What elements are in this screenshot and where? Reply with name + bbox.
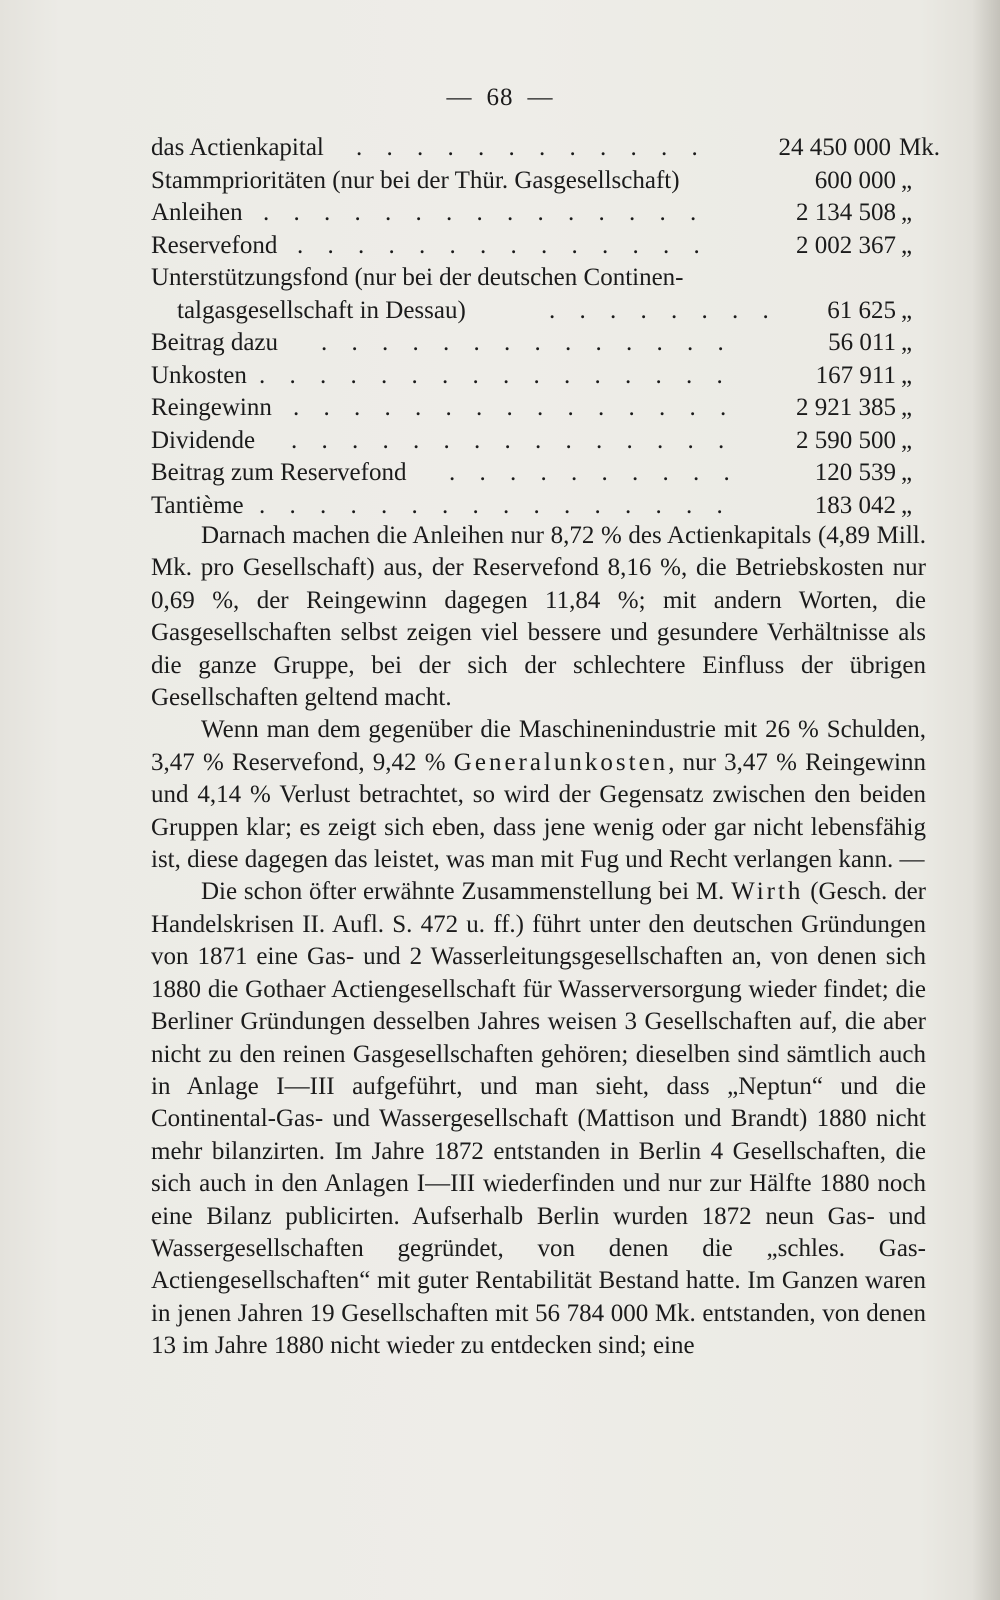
- page-number: [0, 84, 1000, 112]
- leader-dots: . . . . . . . . . . . . . . . .: [259, 491, 732, 519]
- row-amount: 56 011: [828, 329, 896, 356]
- row-amount: 120 539: [814, 459, 896, 486]
- page-number-value: 68: [486, 84, 514, 111]
- leader-dots: . . . . . . . .: [549, 296, 778, 324]
- table-row: [151, 132, 951, 165]
- row-label: Beitrag zum Reservefond: [151, 459, 407, 486]
- row-amount: 600 000: [814, 166, 896, 194]
- table-row: [151, 392, 951, 425]
- row-amount: 2 590 500: [796, 426, 896, 454]
- leader-dots: . . . . . . . . . . . . . .: [321, 329, 733, 356]
- table-row: [151, 197, 951, 230]
- table-row: [151, 457, 951, 490]
- row-unit: „: [901, 361, 913, 389]
- row-amount: 2 002 367: [796, 231, 896, 259]
- row-amount: 61 625: [827, 296, 896, 324]
- foundings-text-start: Die schon öfter erwähnte Zusammenstellung bei M.: [201, 878, 732, 906]
- table-row: [151, 165, 951, 198]
- leader-dots: . . . . . . . . . . . . . . .: [263, 199, 706, 226]
- row-label: Reservefond: [151, 231, 278, 259]
- comparison-text-start: Wenn man dem gegenüber die Maschinenindustrie mit 26 % Schulden, 3,47 % Reservefond, 9,42 %: [151, 716, 926, 776]
- table-row: [151, 425, 951, 458]
- leader-dots: . . . . . . . . . .: [449, 459, 739, 486]
- row-unit: „: [901, 394, 913, 421]
- paragraph-conclusion: Darnach machen die Anleihen nur 8,72 % des Actienkapitals (4,89 Mill. Mk. pro Gesellschaft) aus, der Reservefond 8,16 %, die Betriebskosten nur 0,69 %, der Reingewinn dagegen 11,84 %; mit andern Worten, die Gasgesellschaften selbst zeigen viel bessere und gesundere Verhältnisse als die ganze Gruppe, bei der sich der schlechtere Einfluss der übrigen Gesellschaften geltend macht.: [151, 522, 926, 712]
- leader-dots: . . . . . . . . . . . . . . .: [291, 426, 734, 454]
- row-unit: „: [901, 491, 913, 519]
- row-label: Beitrag dazu: [151, 329, 279, 356]
- row-label: talgasgesellschaft in Dessau): [177, 296, 466, 324]
- row-label: Unkosten: [151, 361, 247, 389]
- paragraph-comparison: [151, 714, 926, 876]
- row-label: Tantième: [151, 491, 244, 519]
- leader-dots: . . . . . . . . . . . .: [356, 134, 707, 161]
- row-unit: „: [901, 199, 913, 226]
- table-row: [151, 262, 951, 295]
- paragraph-foundings: [151, 876, 926, 1362]
- row-label: Stammprioritäten (nur bei der Thür. Gasgesellschaft): [151, 166, 680, 194]
- leader-dots: . . . . . . . . . . . . . . .: [293, 394, 736, 421]
- table-row: [151, 230, 951, 263]
- foundings-text-end: (Gesch. der Handelskrisen II. Aufl. S. 472 u. ff.) führt unter den deutschen Gründungen von 1871 eine Gas- und 2 Wasserleitungsgesellschaften an, von denen sich 1880 die Gothaer Actiengesellschaft für Wasserversorgung wieder findet; die Berliner Gründungen desselben Jahres weisen 3 Gesellschaften auf, die aber nicht zu den reinen Gasgesellschaften gehören; dieselben sind sämtlich auch in Anlage I—III aufgeführt, und man sieht, dass „Neptun“ und die Continental-Gas- und Wassergesellschaft (Mattison und Brandt) 1880 nicht mehr bilanzirten. Im Jahre 1872 entstanden in Berlin 4 Gesellschaften, die sich auch in den Anlagen I—III wiederfinden und nur zur Hälfte 1880 noch eine Bilanz publicirten. Aufserhalb Berlin wurden 1872 neun Gas- und Wassergesellschaften gegründet, von denen die „schles. Gas-Actiengesellschaften“ mit guter Rentabilität Bestand hatte. Im Ganzen waren in jenen Jahren 19 Gesellschaften mit 56 784 000 Mk. entstanden, von denen 13 im Jahre 1880 nicht wieder zu entdecken sind; eine: [151, 878, 926, 1360]
- financial-summary-table: [151, 132, 951, 522]
- row-amount: 2 921 385: [796, 394, 896, 421]
- row-amount: 2 134 508: [796, 199, 896, 226]
- table-row: [151, 360, 951, 393]
- author-name: Wirth: [731, 878, 804, 906]
- row-label: Reingewinn: [151, 394, 272, 421]
- page-number-dash-right: —: [527, 84, 554, 111]
- row-unit: „: [901, 426, 913, 454]
- row-label: das Actienkapital: [151, 134, 324, 161]
- row-amount: 24 450 000: [778, 134, 891, 161]
- table-row: [151, 295, 951, 328]
- table-row: [151, 490, 951, 523]
- row-unit: „: [901, 459, 913, 486]
- row-unit: „: [901, 296, 913, 324]
- emphasized-term: Generalunkosten: [453, 748, 669, 776]
- row-label: Unterstützungsfond (nur bei der deutschen Continen-: [151, 264, 684, 291]
- row-amount: 183 042: [814, 491, 896, 519]
- page-number-dash-left: —: [446, 84, 473, 111]
- body-text: [151, 520, 926, 1363]
- row-unit: Mk.: [899, 134, 940, 161]
- table-row: [151, 327, 951, 360]
- leader-dots: . . . . . . . . . . . . . .: [297, 231, 709, 259]
- leader-dots: . . . . . . . . . . . . . . . .: [259, 361, 732, 389]
- comparison-text-end: , nur 3,47 % Reingewinn und 4,14 % Verlust betrachtet, so wird der Gegensatz zwischen den beiden Gruppen klar; es zeigt sich eben, dass jene wenig oder gar nicht lebensfähig ist, diese dagegen das leistet, was man mit Fug und Recht verlangen kann. —: [151, 748, 926, 874]
- row-label: Anleihen: [151, 199, 243, 226]
- row-unit: „: [901, 231, 913, 259]
- row-amount: 167 911: [815, 361, 896, 389]
- row-unit: „: [901, 329, 913, 356]
- row-unit: „: [901, 166, 913, 194]
- row-label: Dividende: [151, 426, 256, 454]
- scan-edge-shadow: [972, 0, 1000, 1600]
